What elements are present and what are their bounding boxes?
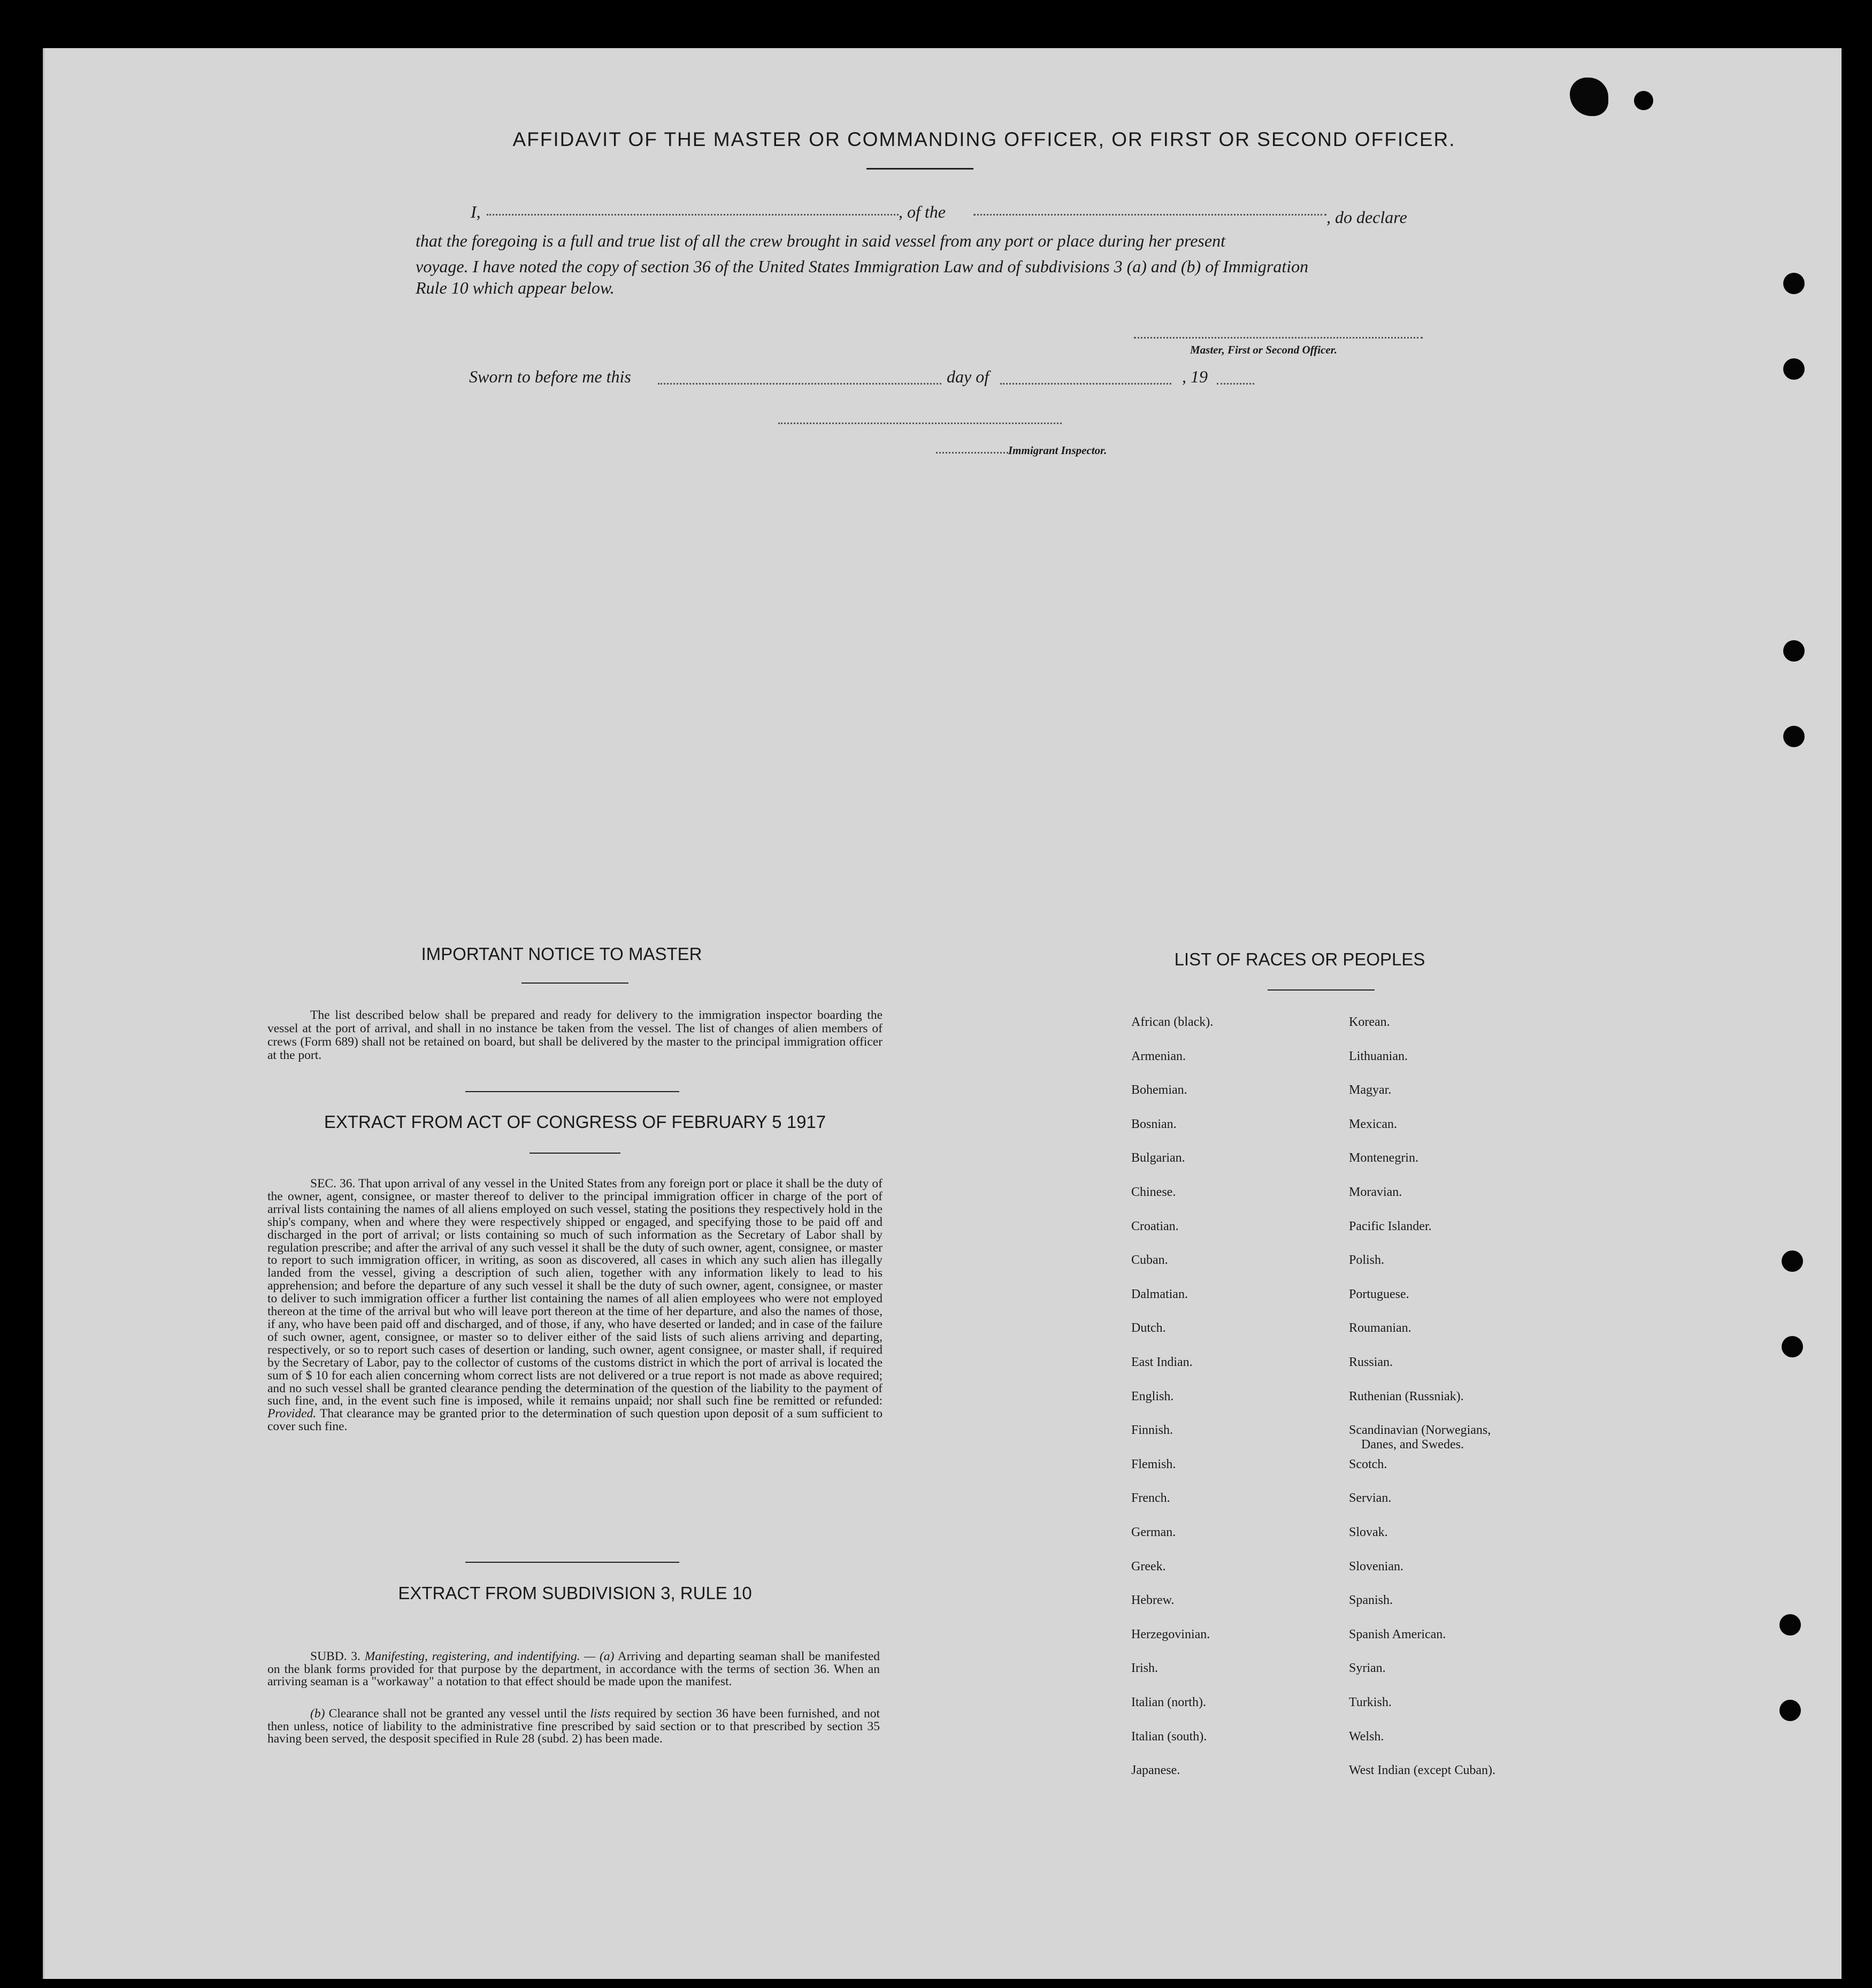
master-signature-caption: Master, First or Second Officer. xyxy=(1190,343,1337,356)
affidavit-body-line2: that the foregoing is a full and true list of all the crew brought in said vessel from any port or place during her present xyxy=(416,231,1225,250)
affidavit-title-rule xyxy=(866,168,973,170)
rule10-subd-b xyxy=(267,1708,880,1746)
race-item: Irish. xyxy=(1131,1661,1158,1676)
notice-title-rule xyxy=(521,983,628,984)
rule10-subd-heading: Manifesting, registering, and indentifying. — (a) xyxy=(364,1649,615,1663)
punch-hole xyxy=(1783,358,1805,380)
races-title-rule xyxy=(1268,989,1375,991)
act-title: EXTRACT FROM ACT OF CONGRESS OF FEBRUARY 5 1917 xyxy=(324,1112,826,1132)
race-item: English. xyxy=(1131,1389,1174,1403)
race-item: Flemish. xyxy=(1131,1457,1176,1471)
race-item: Korean. xyxy=(1349,1015,1390,1029)
act-title-rule xyxy=(530,1153,620,1154)
sworn-year-prefix: , 19 xyxy=(1182,367,1208,386)
race-item: Bosnian. xyxy=(1131,1117,1177,1131)
rule10-subd3 xyxy=(267,1651,880,1688)
race-right-continuation: Danes, and Swedes. xyxy=(1361,1438,1464,1452)
punch-hole xyxy=(1783,640,1805,662)
race-item: Slovenian. xyxy=(1349,1559,1403,1573)
race-item: Turkish. xyxy=(1349,1695,1392,1709)
race-item: Spanish. xyxy=(1349,1593,1393,1608)
race-item: Herzegovinian. xyxy=(1131,1627,1210,1641)
race-item: Italian (south). xyxy=(1131,1729,1207,1744)
race-item: Finnish. xyxy=(1131,1423,1173,1438)
punch-hole xyxy=(1782,1250,1803,1272)
rule10-subd-label: SUBD. 3. xyxy=(310,1649,360,1663)
inspector-signature-field-2[interactable] xyxy=(936,452,1008,454)
affidavit-title: AFFIDAVIT OF THE MASTER OR COMMANDING OFFICER, OR FIRST OR SECOND OFFICER. xyxy=(512,128,1456,150)
race-item: Portuguese. xyxy=(1349,1287,1409,1301)
notice-divider xyxy=(465,1091,679,1092)
punch-hole xyxy=(1783,273,1805,294)
race-item: Chinese. xyxy=(1131,1185,1176,1199)
race-item: Croatian. xyxy=(1131,1219,1179,1233)
race-item: Mexican. xyxy=(1349,1117,1397,1131)
race-item: Bohemian. xyxy=(1131,1083,1187,1097)
notice-title: IMPORTANT NOTICE TO MASTER xyxy=(421,944,702,964)
sworn-date-field[interactable] xyxy=(658,383,941,385)
race-item: Slovak. xyxy=(1349,1525,1388,1539)
affidavit-body-line4: Rule 10 which appear below. xyxy=(416,278,615,297)
rule10-b-lists: lists xyxy=(590,1707,611,1721)
races-title: LIST OF RACES OR PEOPLES xyxy=(1174,949,1425,969)
act-text-a: SEC. 36. That upon arrival of any vessel in the United States from any foreign port or place it shall be the duty of the owner, agent, consignee, or master thereof to deliver to the principal immigration officer in charge of the port of arrival lists containing the names of all aliens employed on such vessel, stating the positions they respectively hold in the ship's company, when and where they were respectively shipped or engaged, and specifying those to be paid off and discharged in the port of arrival; or lists containing so much of such information as the Secretary of Labor shall by regulation prescribe; and after the arrival of any such vessel it shall be the duty of such owner, agent, consignee, or master to report to such immigration officer, in writing, as soon as discovered, all cases in which any such alien has illegally landed from the vessel, giving a description of such alien, together with any information likely to lead to his apprehension; and before the departure of any such vessel it shall be the duty of such owner, agent, consignee, or master to deliver to such immigration officer a further list containing the names of all alien employees who were not employed thereon at the time of the arrival but who will leave port thereon at the time of her departure, and also the names of those, if any, who have been paid off and discharged, and of those, if any, who have deserted or landed; and in case of the failure of such owner, agent, consignee, or master so to deliver either of the said lists of such aliens arriving and departing, respectively, or so to report such cases of desertion or landing, such owner, agent consignee, or master shall, if required by the Secretary of Labor, pay to the collector of customs of the customs district in which the port of arrival is located the sum of $ 10 for each alien concerning whom correct lists are not delivered or a true report is not made as above required; and no such vessel shall be granted clearance pending the determination of the question of the liability to the payment of such fine, and, in the event such fine is imposed, while it remains unpaid; nor shall such fine be remitted or refunded: xyxy=(267,1177,883,1408)
race-item: Cuban. xyxy=(1131,1253,1168,1268)
race-item: Italian (north). xyxy=(1131,1695,1206,1709)
master-signature-field[interactable] xyxy=(1134,337,1423,339)
punch-hole xyxy=(1779,1614,1801,1636)
sworn-text: Sworn to before me this xyxy=(469,367,631,386)
race-item: Welsh. xyxy=(1349,1729,1384,1744)
act-provided: Provided. xyxy=(267,1407,317,1421)
race-item: Russian. xyxy=(1349,1355,1393,1369)
inspector-signature-field[interactable] xyxy=(778,423,1062,424)
race-item: Pacific Islander. xyxy=(1349,1219,1432,1233)
race-item: Lithuanian. xyxy=(1349,1049,1408,1063)
race-item: Moravian. xyxy=(1349,1185,1402,1199)
race-item: Montenegrin. xyxy=(1349,1151,1418,1165)
punch-hole xyxy=(1782,1336,1803,1357)
punch-hole xyxy=(1779,1700,1801,1721)
punch-hole xyxy=(1783,726,1805,747)
rule10-b-text-1: Clearance shall not be granted any vessel until the xyxy=(328,1707,587,1721)
race-item: Japanese. xyxy=(1131,1763,1180,1778)
sworn-month-field[interactable] xyxy=(1000,383,1171,385)
declarant-name-field[interactable] xyxy=(487,214,899,216)
notice-text: The list described below shall be prepared and ready for delivery to the immigration inspector boarding the vessel at the port of arrival, and shall in no instance be taken from the vessel. The list of changes of alien members of crews (Form 689) shall not be retained on board, but shall be delivered by the master to the principal immigration officer at the port. xyxy=(267,1008,883,1062)
act-divider xyxy=(465,1562,679,1563)
rule10-b-label: (b) xyxy=(310,1707,325,1721)
vessel-name-field[interactable] xyxy=(973,214,1326,216)
race-item: Roumanian. xyxy=(1349,1321,1411,1335)
race-item: Dutch. xyxy=(1131,1321,1166,1335)
corner-hole xyxy=(1634,91,1653,110)
inspector-caption: Immigrant Inspector. xyxy=(1008,444,1107,457)
act-section-36 xyxy=(267,1178,883,1433)
affidavit-line1-do-declare: , do declare xyxy=(1326,208,1407,227)
race-item: African (black). xyxy=(1131,1015,1214,1029)
rule10-b-text-2: required by section 36 have been furnished, and not then unless, notice of liability to the administrative fine prescribed by said section or to that prescribed by section 35 having been served, the desposit specified in Rule 28 (subd. 2) has been made. xyxy=(267,1707,880,1746)
race-item: Armenian. xyxy=(1131,1049,1186,1063)
race-item: East Indian. xyxy=(1131,1355,1193,1369)
race-item: Magyar. xyxy=(1349,1083,1392,1097)
affidavit-line1-i: I, xyxy=(471,202,481,221)
race-item: Syrian. xyxy=(1349,1661,1386,1676)
rule10-subd-text-a: Arriving and departing seaman shall be manifested on the blank forms provided for that purpose by the department, in accordance with the terms of section 36. When an arriving seaman is a "workaway" a notation to that effect should be made upon the manifest. xyxy=(267,1649,880,1688)
race-item: German. xyxy=(1131,1525,1176,1539)
race-item: Ruthenian (Russniak). xyxy=(1349,1389,1464,1403)
affidavit-body-line3: voyage. I have noted the copy of section 36 of the United States Immigration Law and of subdivisions 3 (a) and (b) of Immigration xyxy=(416,257,1309,276)
race-item: French. xyxy=(1131,1491,1170,1506)
race-item: Greek. xyxy=(1131,1559,1166,1573)
race-item: West Indian (except Cuban). xyxy=(1349,1763,1495,1778)
race-item: Scotch. xyxy=(1349,1457,1387,1471)
race-item: Dalmatian. xyxy=(1131,1287,1188,1301)
act-text-b: That clearance may be granted prior to the determination of such question upon deposit of a sum sufficient to cover such fine. xyxy=(267,1407,883,1434)
sworn-year-field[interactable] xyxy=(1217,383,1254,385)
race-item: Spanish American. xyxy=(1349,1627,1446,1641)
race-item: Polish. xyxy=(1349,1253,1385,1268)
affidavit-line1-of-the: , of the xyxy=(899,202,946,221)
race-item: Hebrew. xyxy=(1131,1593,1175,1608)
race-item: Bulgarian. xyxy=(1131,1151,1185,1165)
sworn-day-of: day of xyxy=(947,367,989,386)
rule10-title: EXTRACT FROM SUBDIVISION 3, RULE 10 xyxy=(398,1583,752,1603)
race-item: Scandinavian (Norwegians, xyxy=(1349,1423,1491,1438)
race-item: Servian. xyxy=(1349,1491,1392,1506)
